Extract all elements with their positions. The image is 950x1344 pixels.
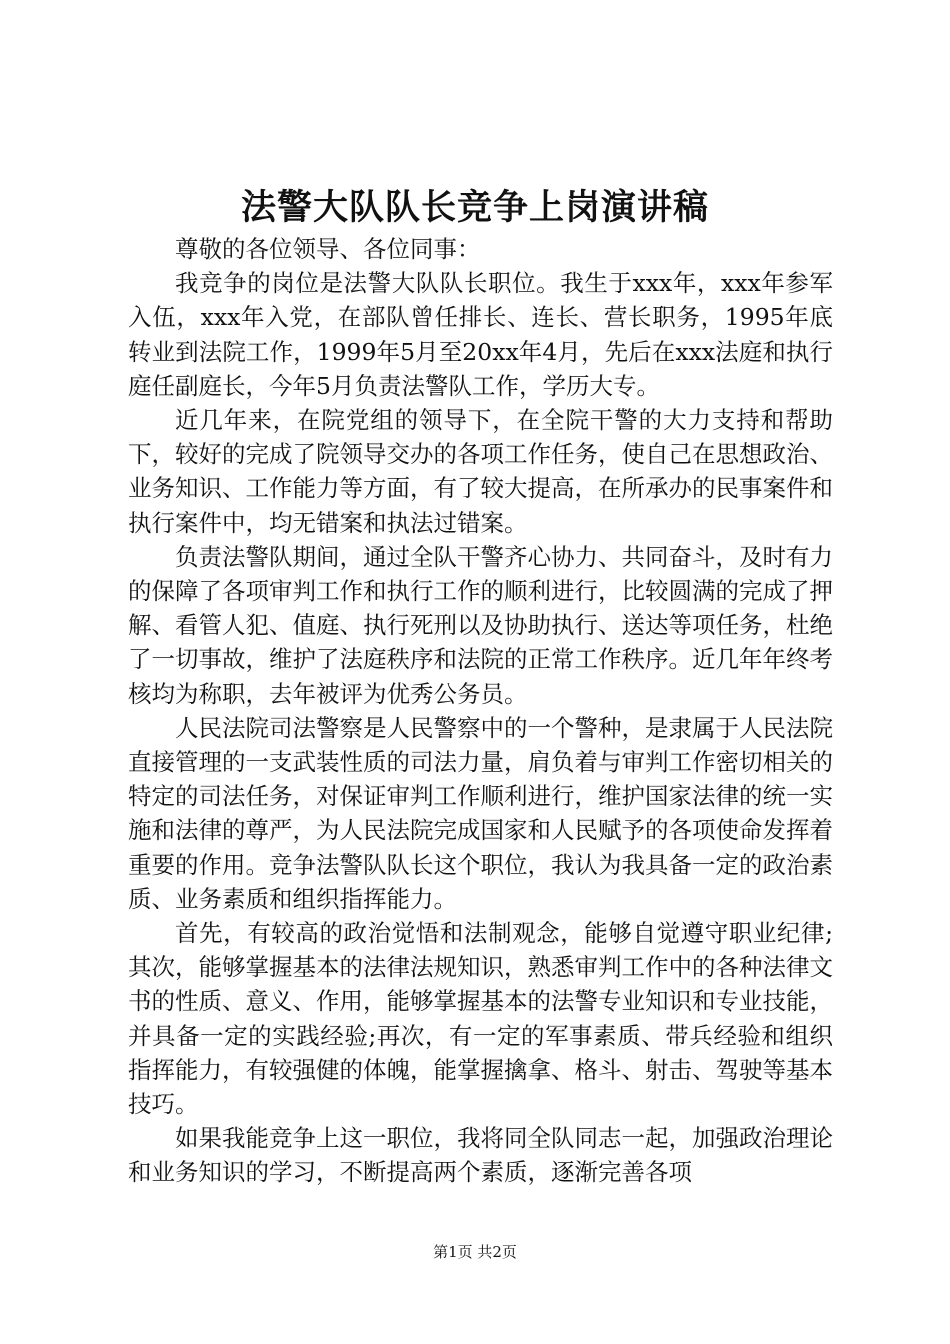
paragraph-greeting: 尊敬的各位领导、各位同事： <box>175 235 481 263</box>
paragraph: 近几年来，在院党组的领导下，在全院干警的大力支持和帮助下，较好的完成了院领导交办的各项工作任务，使自己在思想政治、业务知识、工作能力等方面，有了较大提高，在所承办的民事案件和执行案件中，均无错案和执法过错案。 <box>128 406 833 537</box>
paragraph: 负责法警队期间，通过全队干警齐心协力、共同奋斗，及时有力的保障了各项审判工作和执行工作的顺利进行，比较圆满的完成了押解、看管人犯、值庭、执行死刑以及协助执行、送达等项任务，杜绝了一切事故，维护了法庭秩序和法院的正常工作秩序。近几年年终考核均为称职，去年被评为优秀公务员。 <box>128 542 833 708</box>
paragraph: 首先，有较高的政治觉悟和法制观念，能够自觉遵守职业纪律;其次，能够掌握基本的法律法规知识，熟悉审判工作中的各种法律文书的性质、意义、作用，能够掌握基本的法警专业知识和专业技能，并具备一定的实践经验;再次，有一定的军事素质、带兵经验和组织指挥能力，有较强健的体魄，能掌握擒拿、格斗、射击、驾驶等基本技巧。 <box>128 919 833 1119</box>
paragraph: 人民法院司法警察是人民警察中的一个警种，是隶属于人民法院直接管理的一支武装性质的司法力量，肩负着与审判工作密切相关的特定的司法任务，对保证审判工作顺利进行，维护国家法律的统一实施和法律的尊严，为人民法院完成国家和人民赋予的各项使命发挥着重要的作用。竞争法警队队长这个职位，我认为我具备一定的政治素质、业务素质和组织指挥能力。 <box>128 713 833 913</box>
paragraph: 我竞争的岗位是法警大队队长职位。我生于xxx年，xxx年参军入伍，xxx年入党，在部队曾任排长、连长、营长职务，1995年底转业到法院工作，1999年5月至20xx年4月，先后在xxx法庭和执行庭任副庭长，今年5月负责法警队工作，学历大专。 <box>128 269 833 400</box>
document-title: 法警大队队长竞争上岗演讲稿 <box>240 187 709 228</box>
paragraph: 如果我能竞争上这一职位，我将同全队同志一起，加强政治理论和业务知识的学习，不断提高两个素质，逐渐完善各项 <box>128 1124 833 1187</box>
document-body <box>128 232 833 1190</box>
page-number-footer: 第1页 共2页 <box>433 1243 517 1261</box>
